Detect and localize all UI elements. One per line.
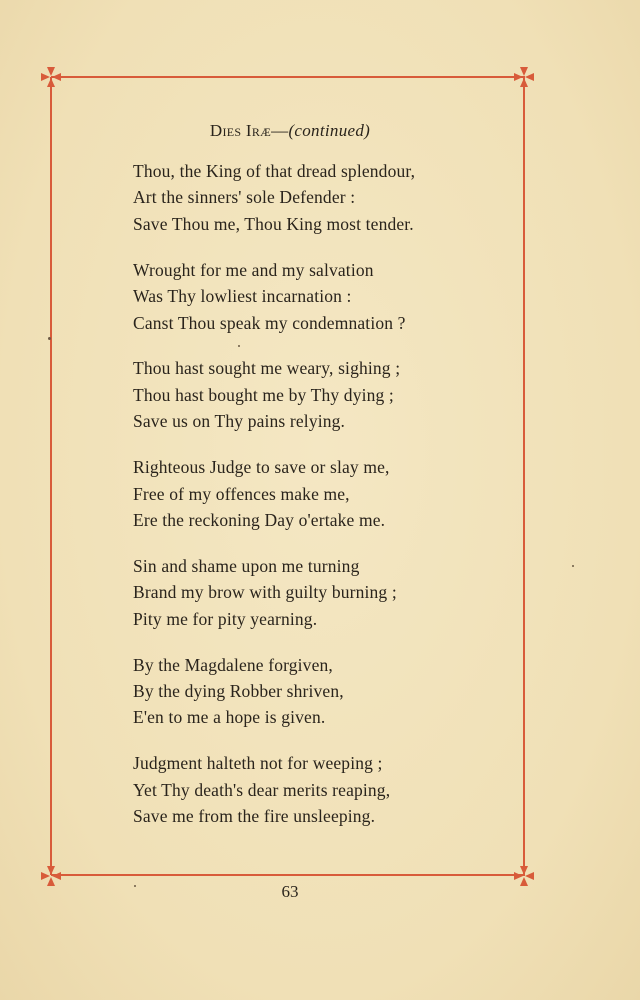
verse-line: Thou hast sought me weary, sighing ; (133, 358, 401, 379)
stanza (133, 257, 493, 336)
border-bottom-rule (51, 874, 525, 876)
verse-line: Save Thou me, Thou King most tender. (133, 213, 414, 234)
paper-speck (48, 337, 51, 340)
poem-heading (140, 121, 440, 141)
verse-line: By the dying Robber shriven, (133, 681, 344, 701)
verse-line: Judgment halteth not for weeping ; (133, 753, 383, 774)
paper-speck (238, 345, 240, 347)
paper-speck (134, 885, 136, 887)
verse-line: E'en to me a hope is given. (133, 707, 326, 728)
verse-line: Ere the reckoning Day o'ertake me. (133, 509, 386, 530)
stanza (133, 553, 493, 632)
border-left-rule (50, 77, 52, 875)
corner-cross-icon (40, 66, 62, 88)
verse-line: Art the sinners' sole Defender : (133, 187, 356, 208)
stanza (133, 454, 493, 533)
stanza (133, 750, 493, 829)
stanza (133, 652, 493, 731)
heading-separator: — (271, 121, 289, 140)
verse-line: Brand my brow with guilty burning ; (133, 582, 397, 603)
verse-line: Wrought for me and my salvation (133, 259, 374, 280)
page-number: 63 (281, 882, 299, 901)
stanza (133, 355, 493, 434)
verse-line: Thou hast bought me by Thy dying ; (133, 384, 394, 405)
verse-line: Save me from the fire unsleeping. (133, 806, 376, 827)
paper-speck (572, 565, 574, 567)
verse-line: Free of my offences make me, (133, 483, 350, 504)
corner-cross-icon (513, 865, 535, 887)
verse-line: Righteous Judge to save or slay me, (133, 457, 390, 478)
verse-line: Canst Thou speak my condemnation ? (133, 312, 406, 333)
verse-line: Yet Thy death's dear merits reaping, (133, 779, 391, 800)
border-top-rule (51, 76, 525, 78)
verse-line: Was Thy lowliest incarnation : (133, 286, 352, 307)
verse-line: Save us on Thy pains relying. (133, 411, 346, 432)
corner-cross-icon (513, 66, 535, 88)
verse-line: Thou, the King of that dread splendour, (133, 161, 416, 181)
verse-line: By the Magdalene forgiven, (133, 654, 333, 675)
stanza (133, 158, 493, 237)
continued-label: (continued) (288, 121, 371, 140)
corner-cross-icon (40, 865, 62, 887)
border-right-rule (523, 77, 525, 875)
poem-body (133, 158, 493, 849)
verse-line: Pity me for pity yearning. (133, 608, 318, 629)
verse-line: Sin and shame upon me turning (133, 555, 360, 576)
poem-title: Dies Iræ (209, 121, 272, 140)
